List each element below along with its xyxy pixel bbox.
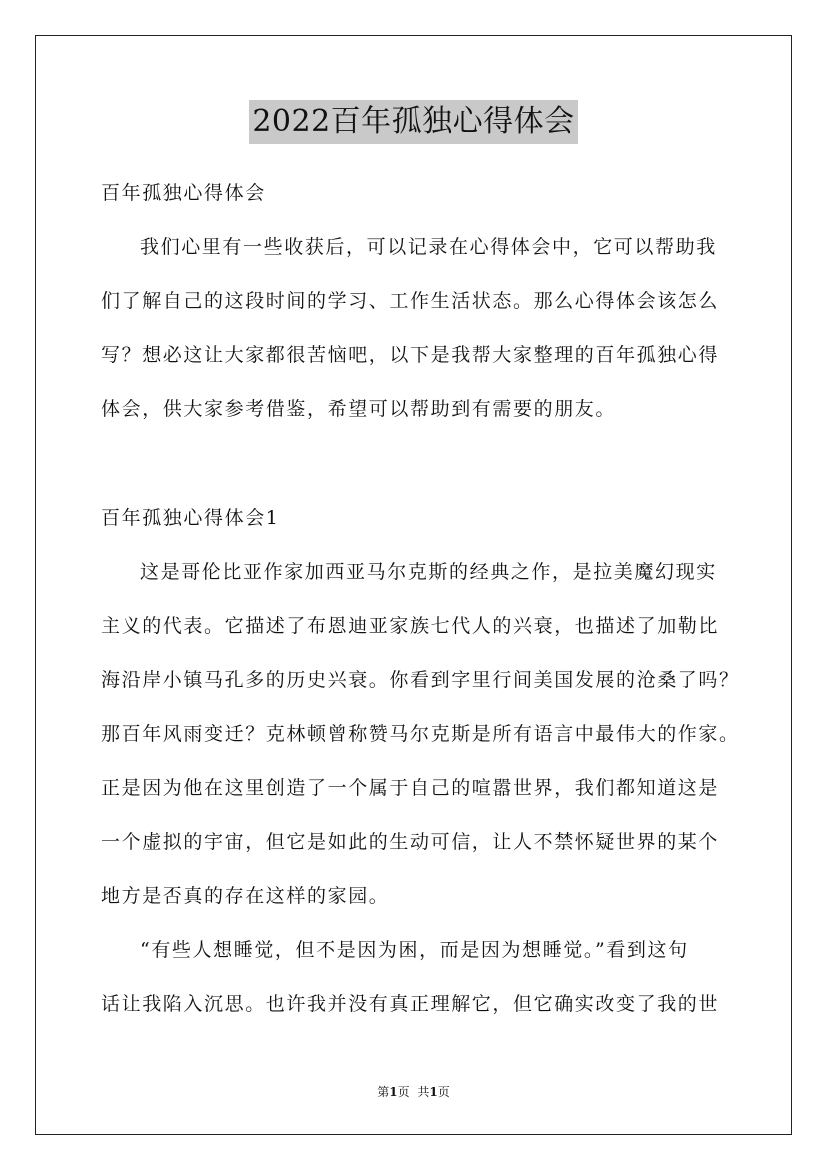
footer-total-prefix: 共 [417,1085,430,1099]
footer-total-number: 1 [429,1085,438,1099]
body-line: 那百年风雨变迁？克林顿曾称赞马尔克斯是所有语言中最伟大的作家。 [101,723,740,745]
page-footer [0,1084,827,1100]
subtitle: 百年孤独心得体会 [101,182,266,204]
intro-line: 写？想必这让大家都很苦恼吧，以下是我帮大家整理的百年孤独心得 [101,344,720,366]
footer-page-suffix: 页 [397,1085,410,1099]
body-line: 正是因为他在这里创造了一个属于自己的喧嚣世界，我们都知道这是 [101,777,720,799]
footer-total-suffix: 页 [437,1085,450,1099]
footer-page-prefix: 第 [377,1085,390,1099]
document-title-wrap [0,100,827,144]
quote-line: 话让我陷入沉思。也许我并没有真正理解它，但它确实改变了我的世 [101,993,720,1015]
body-line: 海沿岸小镇马孔多的历史兴衰。你看到字里行间美国发展的沧桑了吗？ [101,669,740,691]
body-line: 这是哥伦比亚作家加西亚马尔克斯的经典之作，是拉美魔幻现实 [140,561,717,583]
intro-line: 我们心里有一些收获后，可以记录在心得体会中，它可以帮助我 [140,236,717,258]
body-line: 主义的代表。它描述了布恩迪亚家族七代人的兴衰，也描述了加勒比 [101,615,720,637]
body-line: 一个虚拟的宇宙，但它是如此的生动可信，让人不禁怀疑世界的某个 [101,831,720,853]
intro-line: 体会，供大家参考借鉴，希望可以帮助到有需要的朋友。 [101,398,617,420]
quote-line: “有些人想睡觉，但不是因为困，而是因为想睡觉。”看到这句 [140,939,689,961]
footer-page-number: 1 [389,1085,398,1099]
body-line: 地方是否真的存在这样的家园。 [101,885,390,907]
intro-line: 们了解自己的这段时间的学习、工作生活状态。那么心得体会该怎么 [101,290,720,312]
section-heading: 百年孤独心得体会1 [101,507,280,529]
document-title: 2022百年孤独心得体会 [249,100,577,144]
